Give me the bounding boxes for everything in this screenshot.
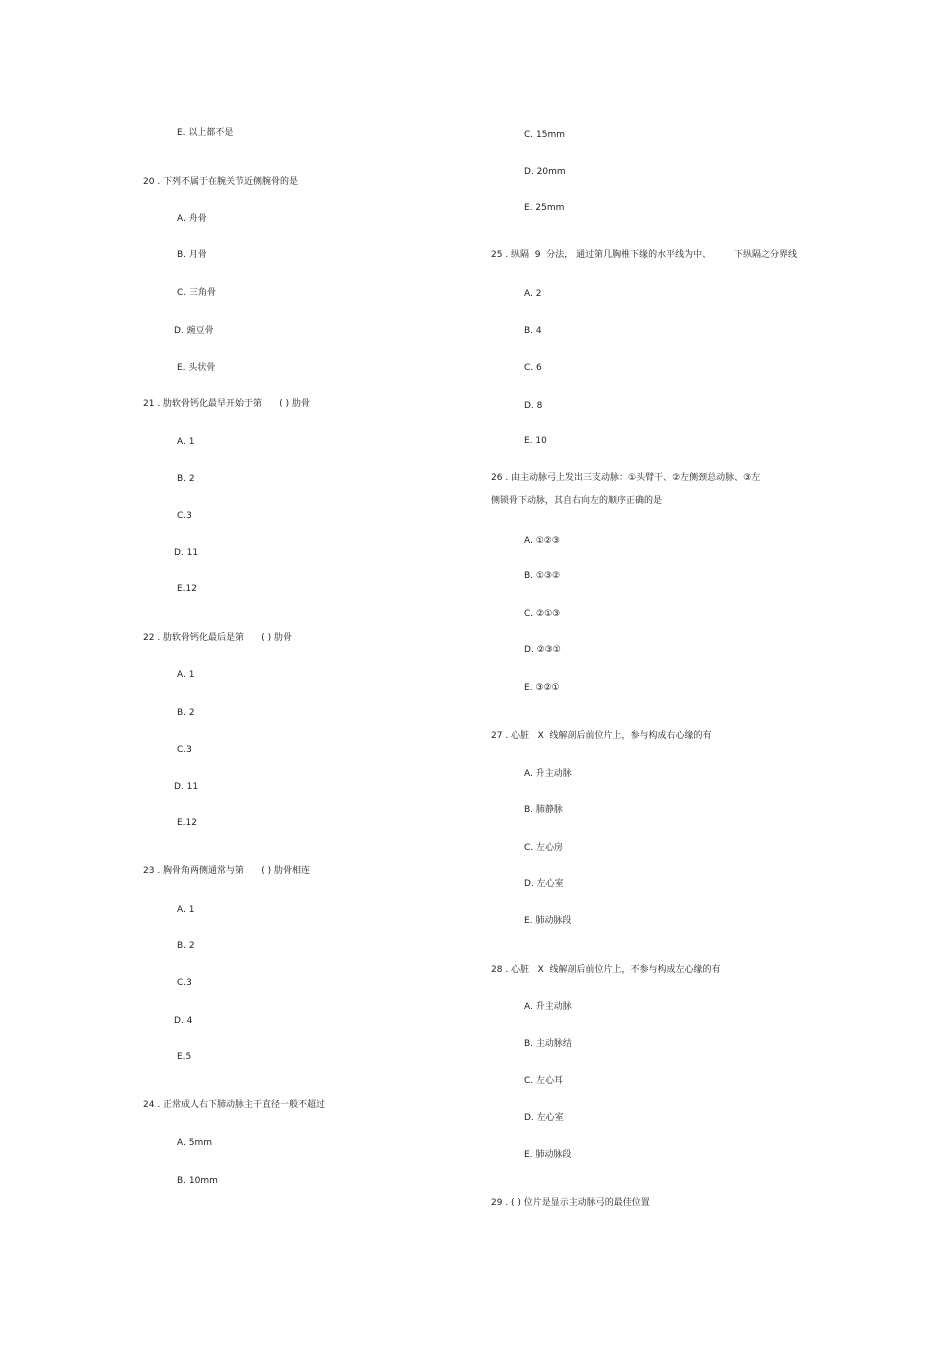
q27-option-c: C. 左心房 [524,843,564,853]
question-22-stem: 22 . 肋软骨钙化最后是第 ( ) 肋骨 [143,633,292,643]
q25-option-a: A. 2 [524,289,542,299]
question-28-stem: 28 . 心脏 X 线解剖后前位片上，不参与构成左心缘的有 [491,965,721,975]
q20-option-e: E. 头状骨 [177,363,216,373]
q28-option-a: A. 升主动脉 [524,1002,572,1012]
q28-option-c: C. 左心耳 [524,1076,564,1086]
question-26-stem-line2: 侧锁骨下动脉，其自右向左的顺序正确的是 [491,496,663,506]
question-24-stem: 24 . 正常成人右下肺动脉主干直径一般不超过 [143,1100,326,1110]
q26-option-e: E. ③②① [524,683,560,693]
q20-option-d: D. 豌豆骨 [174,326,214,336]
q26-option-d: D. ②③① [524,645,561,655]
q25-option-d: D. 8 [524,401,543,411]
q23-option-c: C.3 [177,978,192,988]
q21-option-a: A. 1 [177,437,195,447]
q28-option-d: D. 左心室 [524,1113,564,1123]
q28-option-e: E. 肺动脉段 [524,1150,572,1160]
q21-option-d: D. 11 [174,548,199,558]
q26-option-a: A. ①②③ [524,536,560,546]
q20-option-a: A. 舟骨 [177,214,207,224]
q24-option-e: E. 25mm [524,203,565,213]
q27-option-d: D. 左心室 [524,879,564,889]
q23-option-e: E.5 [177,1052,192,1062]
q24-option-b: B. 10mm [177,1176,218,1186]
option-e-prev: E. 以上都不是 [177,128,234,138]
q26-option-b: B. ①③② [524,571,561,581]
question-26-stem-line1: 26 . 由主动脉弓上发出三支动脉：①头臂干、②左侧颈总动脉、③左 [491,473,761,483]
q21-option-c: C.3 [177,511,192,521]
q27-option-a: A. 升主动脉 [524,769,572,779]
q27-option-b: B. 肺静脉 [524,805,563,815]
q20-option-b: B. 月骨 [177,250,207,260]
question-20-stem: 20 . 下列不属于在腕关节近侧腕骨的是 [143,177,299,187]
q22-option-b: B. 2 [177,708,195,718]
q21-option-e: E.12 [177,584,197,594]
q22-option-a: A. 1 [177,670,195,680]
question-25-stem: 25 . 纵隔 9 分法， 通过第几胸椎下缘的水平线为中、 下纵隔之分界线 [491,250,797,260]
q25-option-b: B. 4 [524,326,542,336]
question-21-stem: 21 . 肋软骨钙化最早开始于第 ( ) 肋骨 [143,399,310,409]
q22-option-c: C.3 [177,745,192,755]
q22-option-d: D. 11 [174,782,199,792]
q23-option-b: B. 2 [177,941,195,951]
q23-option-a: A. 1 [177,905,195,915]
q25-option-c: C. 6 [524,363,542,373]
question-27-stem: 27 . 心脏 X 线解剖后前位片上，参与构成右心缘的有 [491,731,712,741]
q20-option-c: C. 三角骨 [177,288,217,298]
q24-option-d: D. 20mm [524,167,566,177]
q21-option-b: B. 2 [177,474,195,484]
q27-option-e: E. 肺动脉段 [524,916,572,926]
q24-option-c: C. 15mm [524,130,565,140]
q26-option-c: C. ②①③ [524,609,561,619]
question-23-stem: 23 . 胸骨角两侧通常与第 ( ) 肋骨相连 [143,866,310,876]
question-29-stem: 29 . ( ) 位片是显示主动脉弓的最佳位置 [491,1198,650,1208]
q25-option-e: E. 10 [524,436,547,446]
q22-option-e: E.12 [177,818,197,828]
q23-option-d: D. 4 [174,1016,193,1026]
q24-option-a: A. 5mm [177,1138,212,1148]
q28-option-b: B. 主动脉结 [524,1039,572,1049]
